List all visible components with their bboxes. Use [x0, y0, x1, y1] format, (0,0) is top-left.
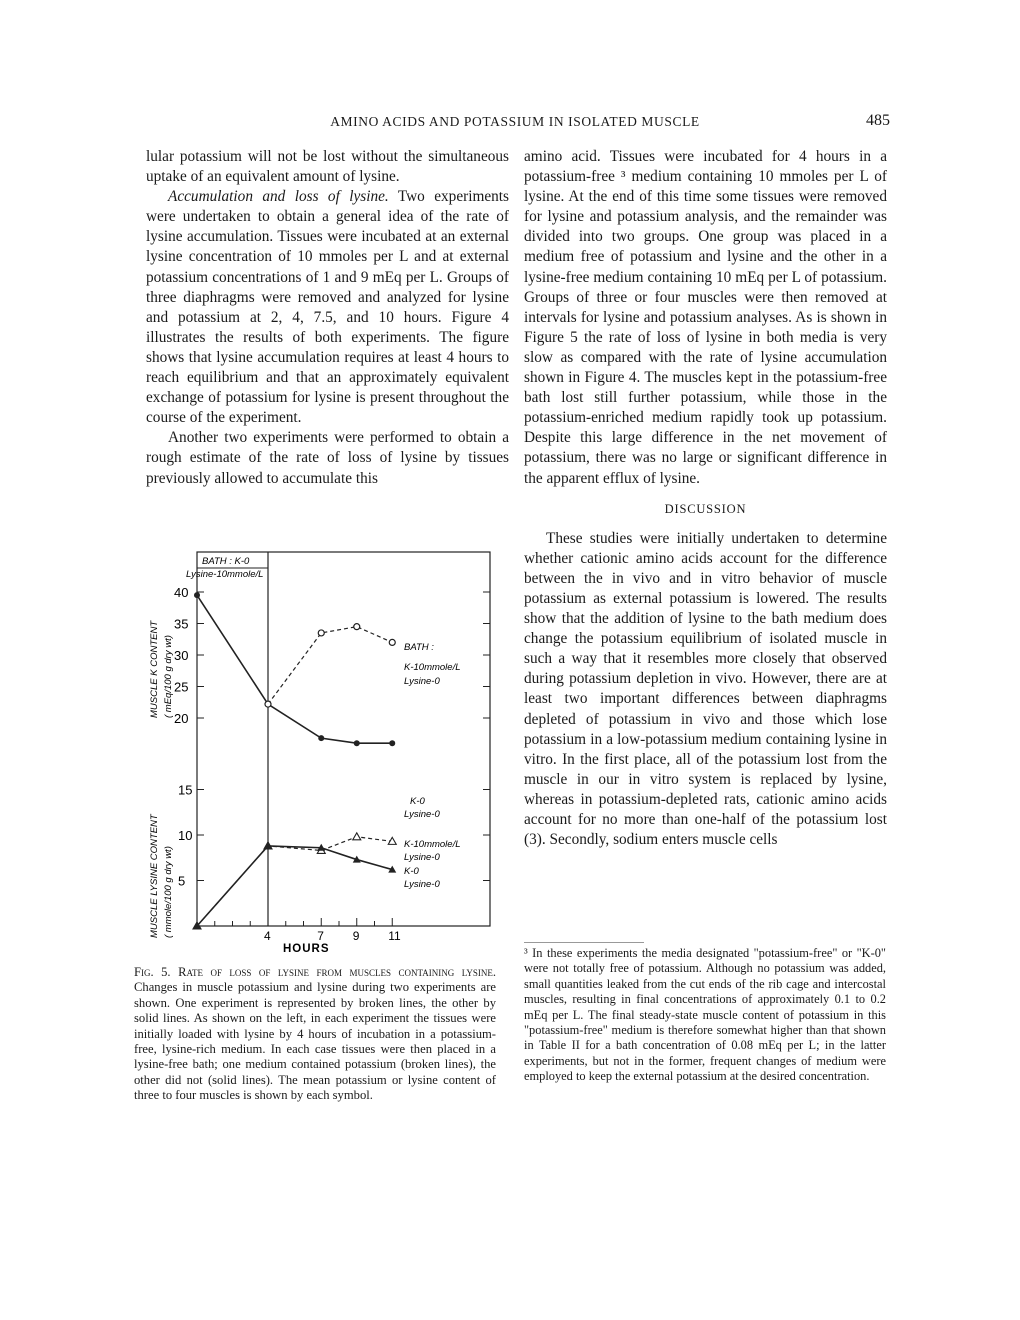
right-paragraph-1: amino acid. Tissues were incubated for 4 hours in a potassium-free ³ medium containing 10 mmoles per L of lysine. At the end of this time some tissues were removed for lysine and potassium analysis, and the remainder was divided into two groups. One group was placed in a medium free of potassium and lysine and the other in a lysine-free medium containing 10 mEq per L of potassium. Groups of three or four muscles were then removed at intervals for lysine and potassium analyses. As is shown in Figure 5 the rate of loss of lysine in both media is very slow as compared with the rate of lysine accumulation shown in Figure 4. The muscles kept in the potassium-free bath lost still further potassium, while those in the potassium-enriched medium rapidly took up potassium. Despite this large difference in the net movement of potassium, there was no large or significant difference in the apparent efflux of lysine. [524, 148, 887, 487]
y-label-potassium-units: ( mEq/100 g dry wt) [163, 635, 174, 718]
x-tick-label: 9 [352, 929, 360, 943]
left-paragraph-1: lular potassium will not be lost without the simultaneous uptake of an equivalent amount of lysine. [146, 148, 509, 186]
caption-label: Fig. 5. Rate of loss of lysine from muscles containing lysine. [134, 965, 496, 979]
run-in-heading: Accumulation and loss of lysine. [168, 188, 389, 206]
data-point-potassium-dashed [389, 639, 395, 645]
data-point-potassium-dashed [265, 701, 271, 707]
lys-k0-label-1: K-0 [404, 866, 419, 877]
y-tick-label-lysine: 10 [178, 828, 193, 843]
k0-label-1: K-0 [410, 796, 425, 807]
plot-frame [197, 552, 490, 926]
data-point-potassium-solid [194, 592, 200, 598]
y-label-lysine: MUSCLE LYSINE CONTENT [149, 814, 160, 938]
left-column [146, 147, 509, 489]
footnote-rule [524, 942, 644, 943]
y-tick-label-lysine: 15 [178, 782, 193, 798]
x-axis-label: HOURS [283, 943, 330, 955]
data-point-potassium-dashed [318, 630, 324, 636]
bath-label-1: BATH : K-0 [202, 556, 250, 567]
left-paragraph-2-body: Two experiments were undertaken to obtain a general idea of the rate of lysine accumulation. Tissues were incubated at an external lysine concentration of 10 mmoles per L and at external potassium concentrations of 1 and 9 mEq per L. Groups of three diaphragms were removed and analyzed for lysine and potassium at 2, 4, 7.5, and 10 hours. Figure 4 illustrates the results of both experiments. The figure shows that lysine accumulation requires at least 4 hours to reach equilibrium and that an approximately equivalent exchange of potassium for lysine is present throughout the course of the experiment. [146, 188, 509, 427]
figure-5 [140, 546, 510, 956]
bath2-label-3: Lysine-0 [404, 676, 440, 687]
lys-k0-label-2: Lysine-0 [404, 879, 440, 890]
y-tick-label-potassium: 40 [174, 585, 189, 600]
x-tick-label: 11 [388, 929, 401, 943]
y-tick-label-lysine: 5 [178, 873, 186, 889]
data-point-lysine-dashed [353, 833, 361, 840]
page-header [140, 114, 890, 136]
data-point-potassium-solid [389, 740, 395, 746]
lys-k10-label-2: Lysine-0 [404, 852, 440, 863]
data-point-potassium-dashed [354, 624, 360, 630]
x-tick-label: 4 [264, 929, 271, 943]
data-point-potassium-solid [318, 735, 324, 741]
data-point-potassium-solid [354, 740, 360, 746]
series-line-lysine-dashed [197, 837, 392, 926]
x-tick-label: 7 [317, 929, 324, 943]
footnote-3: ³ In these experiments the media designated "potassium-free" or "K-0" were not totally free of potassium. Although no potassium was added, small quantities leaked from the cut ends of the rib cage and intercostal muscles, resulting in final concentrations of approximately 0.1 to 0.2 mEq per L. The final steady-state muscle content of potassium in this "potassium-free" medium is therefore somewhat higher than that shown in Table II for a bath concentration of 0.08 mEq per L; in the latter experiments, but not in the former, frequent changes of medium were employed to keep the external potassium at the desired concentration. [524, 946, 886, 1084]
y-label-potassium: MUSCLE K CONTENT [149, 620, 160, 718]
y-label-lysine-units: ( mmole/100 g dry wt) [163, 846, 174, 938]
series-line-lysine-solid [197, 846, 392, 926]
lys-k10-label-1: K-10mmole/L [404, 839, 461, 850]
bath2-label-2: K-10mmole/L [404, 662, 461, 673]
bath-label-2: Lysine-10mmole/L [186, 569, 264, 580]
y-tick-label-potassium: 30 [174, 648, 189, 663]
caption-text: Changes in muscle potassium and lysine during two experiments are shown. One experiment is represented by broken lines, the other by solid lines. As shown on the left, in each experiment the tissues were initially loaded with lysine by 4 hours of incubation in a potassium-free, lysine-rich medium. In each case tissues were then placed in a lysine-free bath; one medium contained potassium (broken lines), the other did not (solid lines). The mean potassium or lysine content of three to four muscles is shown by each symbol. [134, 980, 496, 1103]
right-column [524, 147, 887, 850]
bath2-label-1: BATH : [404, 642, 434, 653]
figure-caption [134, 965, 496, 1104]
k0-label-2: Lysine-0 [404, 809, 440, 820]
left-paragraph-2 [146, 187, 509, 428]
y-tick-label-potassium: 35 [174, 616, 189, 632]
right-paragraph-2: These studies were initially undertaken to determine whether cationic amino acids account for the difference between the in vivo and in vitro behavior of muscle potassium as external potassium is lowered. The results show that the addition of lysine to the bath medium does change the potassium equilibrium of isolated muscle in such a way that it resembles more closely that observed during potassium depletion in vivo. However, there are at least two important differences between diaphragms depleted of potassium in vivo and those which lose potassium in a low-potassium medium containing lysine in vitro. In the first place, all of the potassium lost from the muscle in our in vitro system is replaced by lysine, whereas in potassium-depleted rats, cationic amino acids account for no more than one-half of the potassium lost (3). Secondly, sodium enters muscle cells [524, 529, 887, 849]
y-tick-label-potassium: 25 [174, 679, 189, 695]
y-tick-label-potassium: 20 [174, 711, 189, 726]
page-number: 485 [866, 112, 890, 129]
section-heading-discussion: DISCUSSION [664, 501, 747, 516]
left-paragraph-3: Another two experiments were performed to obtain a rough estimate of the rate of loss of lysine by tissues previously allowed to accumulate this [146, 429, 509, 487]
series-line-potassium-dashed [268, 627, 392, 704]
figure-5-chart [140, 546, 510, 956]
running-title: AMINO ACIDS AND POTASSIUM IN ISOLATED MUSCLE [330, 114, 700, 129]
